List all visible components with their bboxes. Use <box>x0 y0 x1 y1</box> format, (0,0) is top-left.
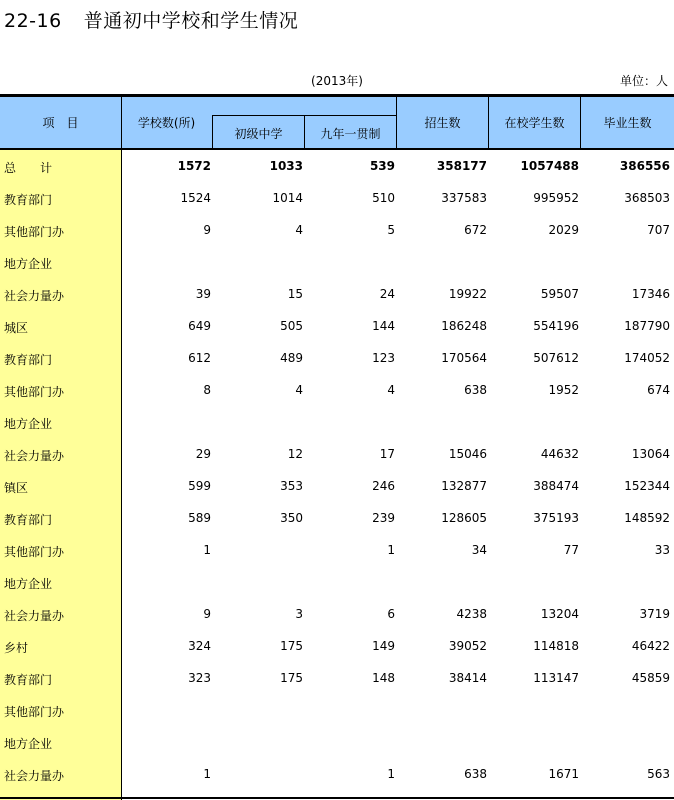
table-row <box>0 310 674 342</box>
row-label: 社会力量办 <box>4 289 65 303</box>
table-row <box>0 246 674 278</box>
students-value: 388474 <box>533 479 579 493</box>
graduates-value: 174052 <box>624 351 670 365</box>
header-enrollment: 招生数 <box>424 116 461 130</box>
schools-value: 612 <box>188 351 211 365</box>
row-label: 教育部门 <box>4 193 53 207</box>
enrollment-value: 638 <box>464 767 487 781</box>
schools-value: 8 <box>203 383 211 397</box>
graduates-value: 386556 <box>619 159 670 173</box>
students-value: 507612 <box>533 351 579 365</box>
row-label: 社会力量办 <box>4 449 65 463</box>
table-row <box>0 694 674 726</box>
table-row <box>0 470 674 502</box>
nine-year-value: 4 <box>387 383 395 397</box>
table-row <box>0 502 674 534</box>
students-value: 554196 <box>533 319 579 333</box>
row-label: 地方企业 <box>4 417 53 431</box>
graduates-value: 674 <box>647 383 670 397</box>
nine-year-value: 17 <box>379 447 395 461</box>
graduates-value: 45859 <box>631 671 670 685</box>
nine-year-value: 239 <box>372 511 395 525</box>
row-label: 社会力量办 <box>4 609 65 623</box>
enrollment-value: 170564 <box>441 351 487 365</box>
header-students: 在校学生数 <box>504 116 565 130</box>
students-value: 13204 <box>540 607 579 621</box>
graduates-value: 46422 <box>631 639 670 653</box>
header-schools: 学校数(所) <box>137 116 196 130</box>
enrollment-value: 19922 <box>448 287 487 301</box>
row-label: 地方企业 <box>4 577 53 591</box>
nine-year-value: 5 <box>387 223 395 237</box>
nine-year-value: 149 <box>372 639 395 653</box>
nine-year-value: 539 <box>369 159 395 173</box>
row-label: 教育部门 <box>4 513 53 527</box>
schools-value: 599 <box>188 479 211 493</box>
students-value: 1671 <box>548 767 579 781</box>
row-label: 镇区 <box>4 481 29 495</box>
junior-value: 4 <box>295 383 303 397</box>
students-value: 44632 <box>540 447 579 461</box>
students-value: 114818 <box>533 639 579 653</box>
subheader-line <box>212 115 396 116</box>
enrollment-value: 186248 <box>441 319 487 333</box>
graduates-value: 563 <box>647 767 670 781</box>
junior-value: 4 <box>295 223 303 237</box>
students-value: 375193 <box>533 511 579 525</box>
year-label: (2013年) <box>311 74 363 88</box>
row-label: 总 计 <box>4 161 53 175</box>
nine-year-value: 144 <box>372 319 395 333</box>
students-value: 995952 <box>533 191 579 205</box>
graduates-value: 13064 <box>631 447 670 461</box>
enrollment-value: 358177 <box>436 159 487 173</box>
header-item: 项 目 <box>42 116 79 130</box>
table-row <box>0 374 674 406</box>
row-label: 乡村 <box>4 641 29 655</box>
table-row <box>0 406 674 438</box>
students-value: 113147 <box>533 671 579 685</box>
junior-value: 505 <box>280 319 303 333</box>
table-title: 普通初中学校和学生情况 <box>83 10 299 32</box>
table-row <box>0 182 674 214</box>
enrollment-value: 34 <box>471 543 487 557</box>
table-row <box>0 726 674 758</box>
nine-year-value: 6 <box>387 607 395 621</box>
schools-value: 1524 <box>180 191 211 205</box>
schools-value: 9 <box>203 223 211 237</box>
row-label: 地方企业 <box>4 737 53 751</box>
nine-year-value: 510 <box>372 191 395 205</box>
row-label: 城区 <box>4 321 29 335</box>
enrollment-value: 15046 <box>448 447 487 461</box>
schools-value: 1 <box>203 767 211 781</box>
row-label: 教育部门 <box>4 673 53 687</box>
graduates-value: 33 <box>654 543 670 557</box>
students-value: 77 <box>563 543 579 557</box>
junior-value: 175 <box>280 639 303 653</box>
enrollment-value: 4238 <box>456 607 487 621</box>
junior-value: 1033 <box>269 159 303 173</box>
table-row <box>0 342 674 374</box>
enrollment-value: 672 <box>464 223 487 237</box>
schools-value: 589 <box>188 511 211 525</box>
graduates-value: 707 <box>647 223 670 237</box>
nine-year-value: 24 <box>379 287 395 301</box>
row-label: 社会力量办 <box>4 769 65 783</box>
junior-value: 15 <box>287 287 303 301</box>
schools-value: 323 <box>188 671 211 685</box>
header-junior: 初级中学 <box>234 127 283 141</box>
row-label: 教育部门 <box>4 353 53 367</box>
schools-value: 29 <box>195 447 211 461</box>
junior-value: 1014 <box>272 191 303 205</box>
graduates-value: 152344 <box>624 479 670 493</box>
graduates-value: 3719 <box>639 607 670 621</box>
graduates-value: 148592 <box>624 511 670 525</box>
nine-year-value: 1 <box>387 767 395 781</box>
table-row <box>0 758 674 790</box>
row-label: 地方企业 <box>4 257 53 271</box>
row-label: 其他部门办 <box>4 545 65 559</box>
students-value: 1952 <box>548 383 579 397</box>
table-bottom-border <box>0 797 674 799</box>
enrollment-value: 128605 <box>441 511 487 525</box>
nine-year-value: 148 <box>372 671 395 685</box>
header-nine-year: 九年一贯制 <box>320 127 381 141</box>
students-value: 1057488 <box>520 159 579 173</box>
schools-value: 324 <box>188 639 211 653</box>
header-graduates: 毕业生数 <box>603 116 652 130</box>
schools-value: 9 <box>203 607 211 621</box>
nine-year-value: 1 <box>387 543 395 557</box>
table-row <box>0 214 674 246</box>
graduates-value: 368503 <box>624 191 670 205</box>
table-row <box>0 662 674 694</box>
junior-value: 350 <box>280 511 303 525</box>
junior-value: 12 <box>287 447 303 461</box>
table-row <box>0 150 674 182</box>
table-row <box>0 534 674 566</box>
table-row <box>0 630 674 662</box>
graduates-value: 187790 <box>624 319 670 333</box>
enrollment-value: 337583 <box>441 191 487 205</box>
students-value: 59507 <box>540 287 579 301</box>
table-row <box>0 438 674 470</box>
table-number: 22-16 <box>4 10 62 32</box>
table-row <box>0 598 674 630</box>
schools-value: 39 <box>195 287 211 301</box>
junior-value: 175 <box>280 671 303 685</box>
row-label: 其他部门办 <box>4 385 65 399</box>
students-value: 2029 <box>548 223 579 237</box>
table-row <box>0 278 674 310</box>
junior-value: 3 <box>295 607 303 621</box>
nine-year-value: 123 <box>372 351 395 365</box>
row-label: 其他部门办 <box>4 225 65 239</box>
unit-label: 单位：人 <box>619 74 668 88</box>
row-label: 其他部门办 <box>4 705 65 719</box>
junior-value: 489 <box>280 351 303 365</box>
nine-year-value: 246 <box>372 479 395 493</box>
page-title <box>4 6 298 33</box>
schools-value: 649 <box>188 319 211 333</box>
enrollment-value: 39052 <box>448 639 487 653</box>
enrollment-value: 132877 <box>441 479 487 493</box>
schools-value: 1 <box>203 543 211 557</box>
schools-value: 1572 <box>177 159 211 173</box>
graduates-value: 17346 <box>631 287 670 301</box>
enrollment-value: 38414 <box>448 671 487 685</box>
data-table <box>0 94 674 800</box>
table-row <box>0 566 674 598</box>
junior-value: 353 <box>280 479 303 493</box>
enrollment-value: 638 <box>464 383 487 397</box>
